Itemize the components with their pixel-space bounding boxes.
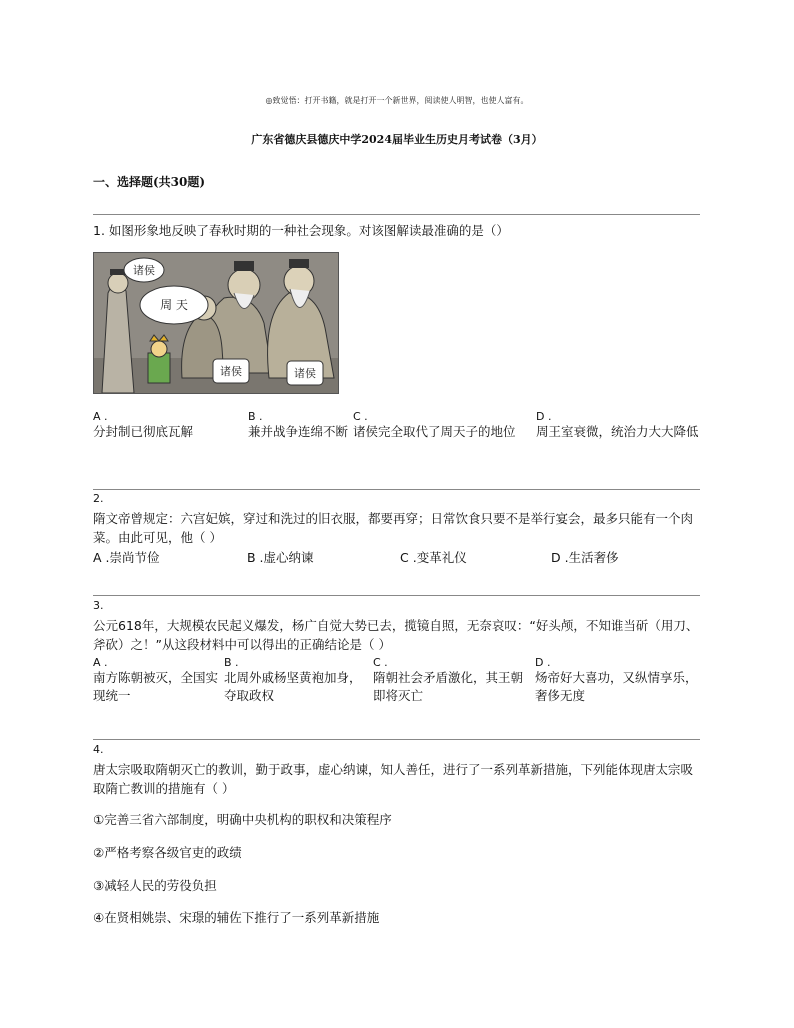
question-divider [93,739,700,740]
cartoon-bubble-bottom-left: 诸侯 [220,365,242,378]
option-label: B . [224,656,239,669]
option-text: 分封制已彻底瓦解 [93,424,194,439]
q4-item-2: ②严格考察各级官吏的政绩 [93,845,242,860]
q2-option-c[interactable] [400,549,467,567]
option-text: 崇尚节俭 [109,550,160,565]
q2-option-a[interactable] [93,549,160,567]
cartoon-bubble-top: 诸侯 [133,264,155,277]
option-label: A . [93,550,110,565]
option-label: D . [535,656,551,669]
q4-item-1: ①完善三省六部制度，明确中央机构的职权和决策程序 [93,812,392,827]
question-divider [93,489,700,490]
option-text: 虚心纳谏 [263,550,314,565]
option-text: 诸侯完全取代了周天子的地位 [353,424,516,439]
section-title: 一、选择题(共30题) [93,175,206,189]
q3-stem: 公元618年，大规模农民起义爆发，杨广自觉大势已去，揽镜自照，无奈哀叹：“好头颅，不知谁当斫（用刀、斧砍）之！”从这段材料中可以得出的正确结论是（ ） [93,618,699,652]
q3-option-d[interactable] [535,656,703,705]
option-text: 北周外戚杨坚黄袍加身，夺取政权 [224,670,362,703]
option-text: 生活奢侈 [568,550,619,565]
q4-stem: 唐太宗吸取隋朝灭亡的教训，勤于政事，虚心纳谏，知人善任，进行了一系列革新措施，下列能体现唐太宗吸取隋亡教训的措施有（ ） [93,762,694,796]
option-label: C . [353,410,368,423]
q3-option-c[interactable] [373,656,528,705]
option-label: C . [373,656,388,669]
q1-option-c[interactable] [353,410,533,441]
q1-option-b[interactable] [248,410,348,441]
option-text: 周王室衰微，统治力大大降低 [536,424,699,439]
question-divider [93,214,700,215]
option-label: D . [536,410,552,423]
q2-number: 2. [93,492,104,505]
q1-option-a[interactable] [93,410,243,441]
q3-option-b[interactable] [224,656,364,705]
q3-option-a[interactable] [93,656,218,705]
q4-number: 4. [93,743,104,756]
q1-cartoon-image [93,252,339,394]
option-label: A . [93,656,108,669]
q4-item-3: ③减轻人民的劳役负担 [93,878,217,893]
option-text: 南方陈朝被灭，全国实现统一 [93,670,219,703]
option-text: 炀帝好大喜功，又纵情享乐，奢侈无度 [535,670,698,703]
cartoon-bubble-bottom-right: 诸侯 [294,367,316,380]
header-motto: ◎致觉悟：打开书籍，就是打开一个新世界，阅读使人明智，也使人富有。 [265,96,529,105]
q1-option-d[interactable] [536,410,706,441]
option-label: B . [247,550,264,565]
option-label: D . [551,550,569,565]
option-text: 兼并战争连绵不断 [248,424,349,439]
q2-option-b[interactable] [247,549,314,567]
q4-item-4: ④在贤相姚崇、宋璟的辅佐下推行了一系列革新措施 [93,910,380,925]
option-label: A . [93,410,108,423]
exam-title: 广东省德庆县德庆中学2024届毕业生历史月考试卷（3月） [251,133,543,146]
q2-option-d[interactable] [551,549,619,567]
q2-stem: 隋文帝曾规定：六宫妃嫔，穿过和洗过的旧衣服，都要再穿；日常饮食只要不是举行宴会，最多只能有一个肉菜。由此可见，他（ ） [93,511,694,545]
option-text: 隋朝社会矛盾激化，其王朝即将灭亡 [373,670,524,703]
option-label: B . [248,410,263,423]
q1-stem: 1. 如图形象地反映了春秋时期的一种社会现象。对该图解读最准确的是（） [93,223,509,238]
cartoon-bubble-center: 周 天 [160,298,188,312]
option-label: C . [400,550,417,565]
q3-number: 3. [93,599,104,612]
question-divider [93,595,700,596]
option-text: 变革礼仪 [416,550,467,565]
